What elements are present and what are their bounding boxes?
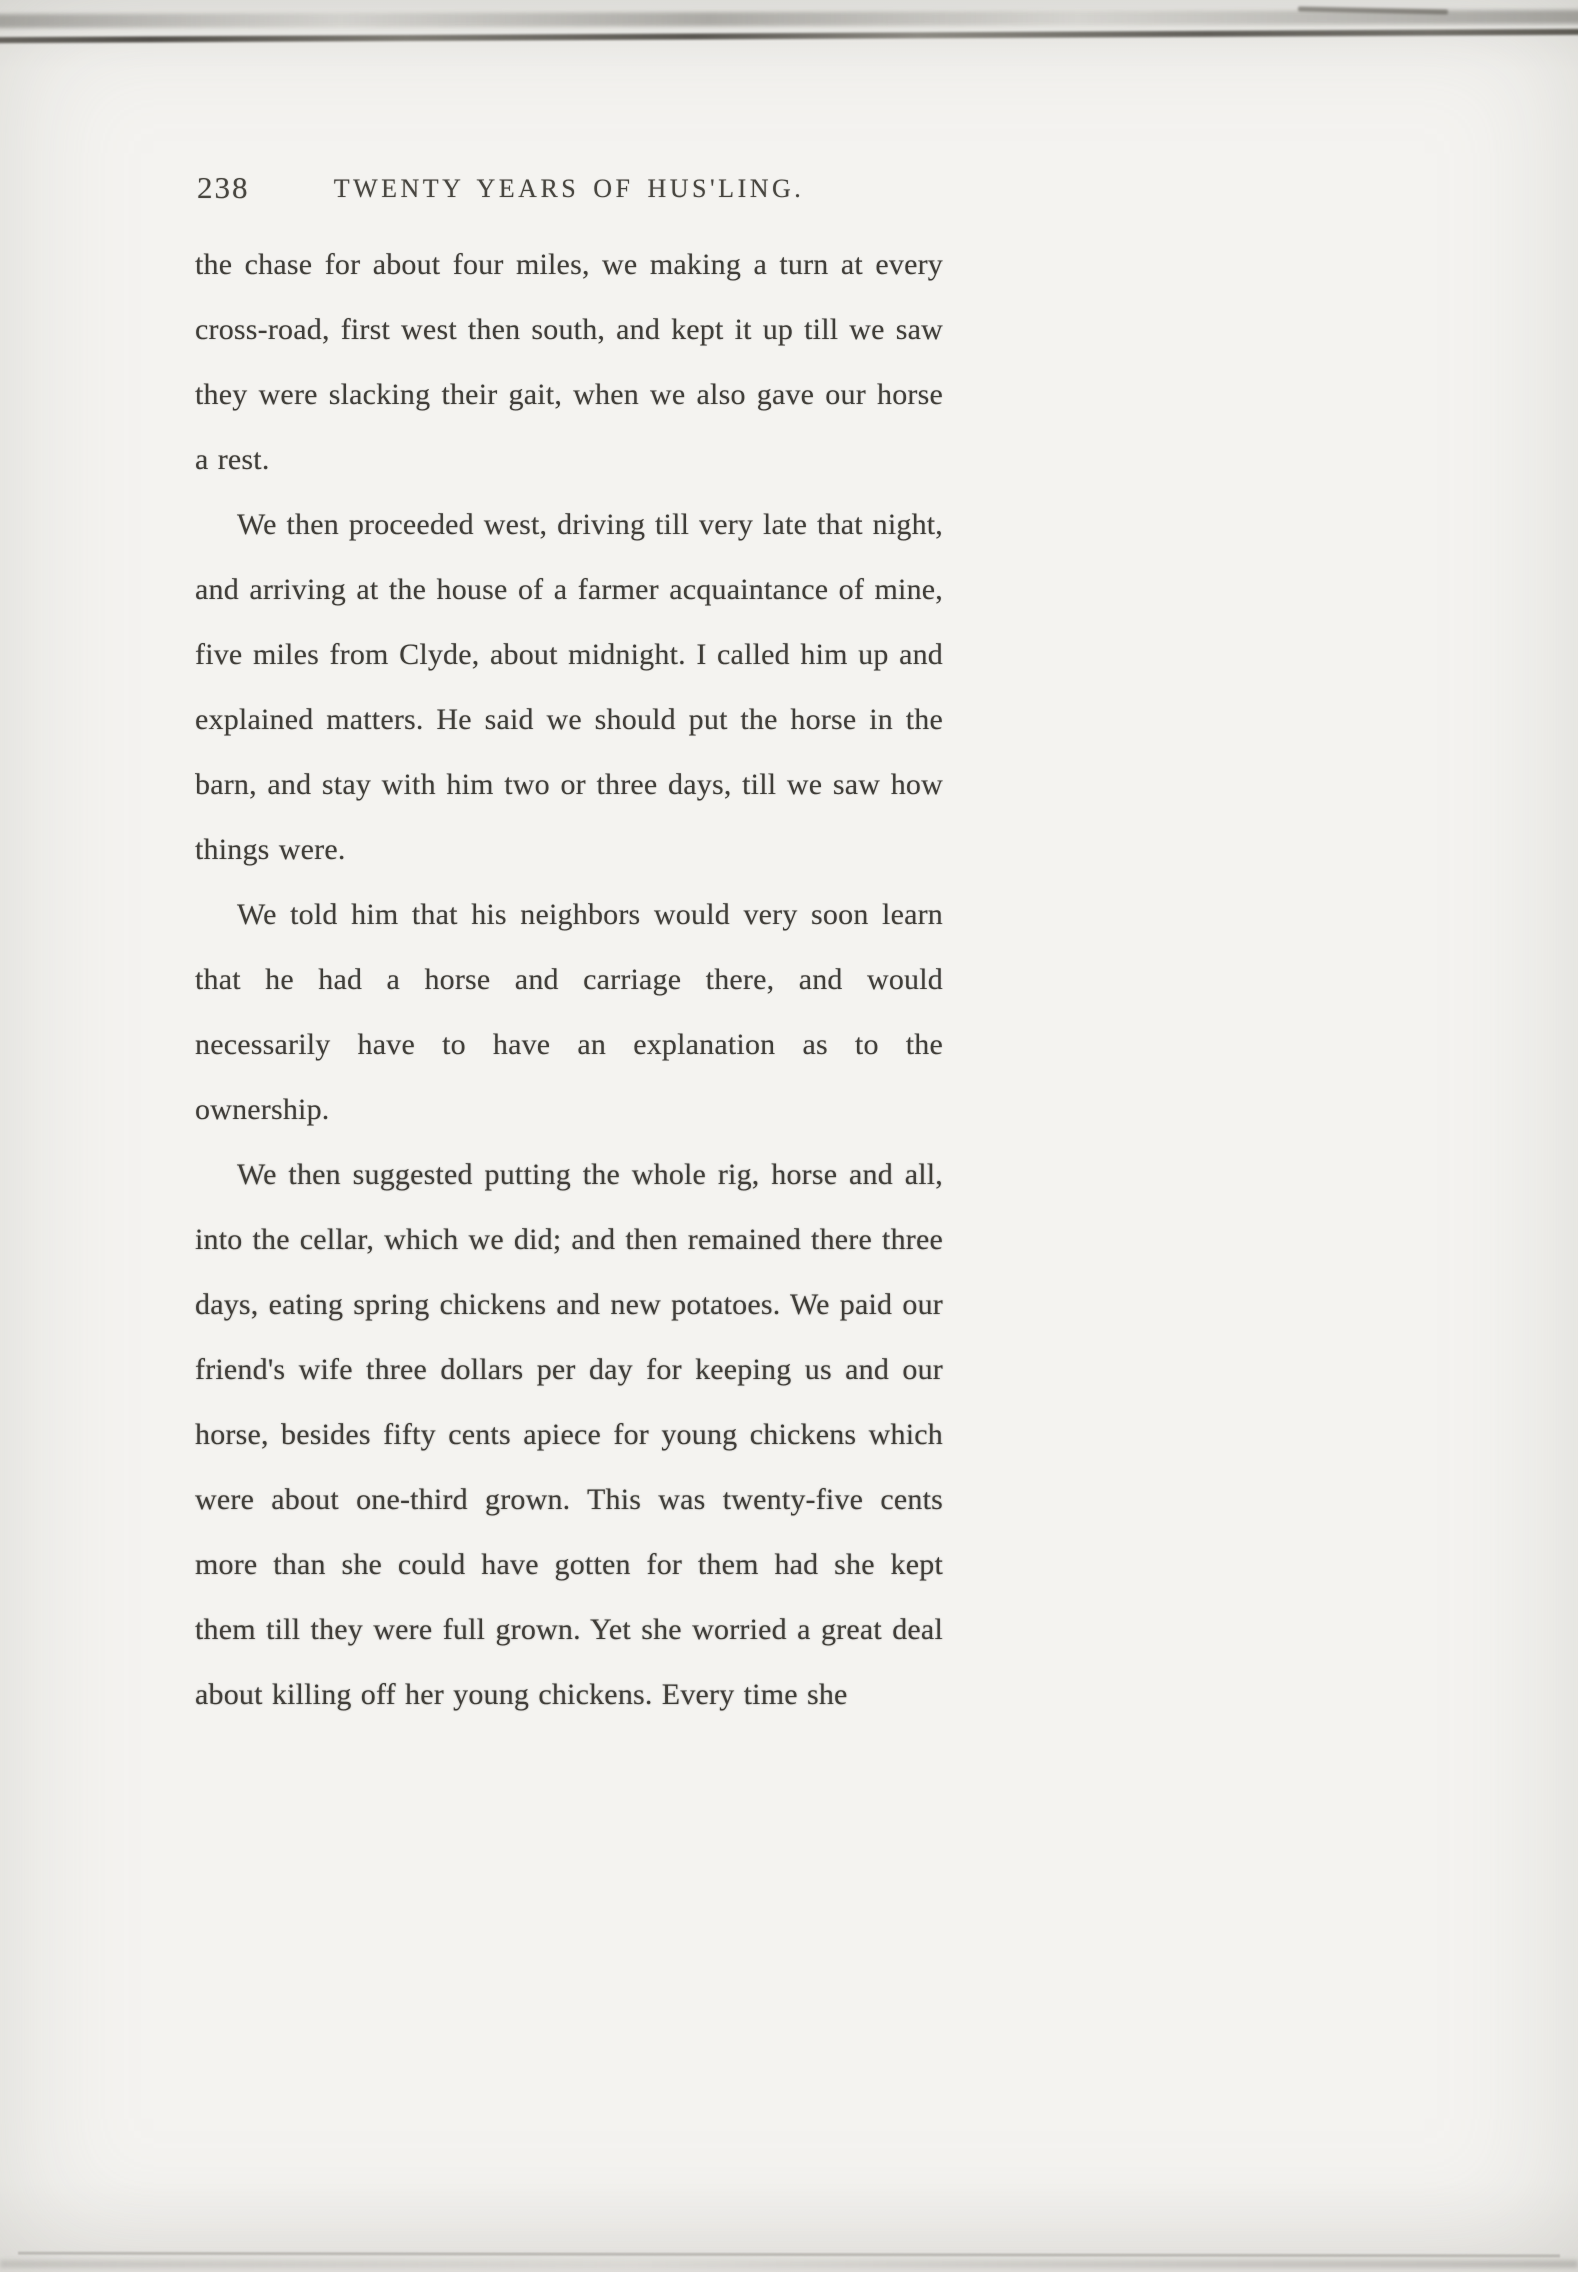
page-content: [195, 168, 943, 1727]
scan-bottom-edge-smudge: [0, 2260, 1578, 2268]
page-number: 238: [197, 170, 250, 205]
paragraph-3: We told him that his neighbors would very soon learn that he had a horse and carriage there, and would necessarily have to have an explanation as to the ownership.: [195, 898, 943, 1126]
paragraph-4: We then suggested putting the whole rig, horse and all, into the cellar, which we did; and then remained there three days, eating spring chickens and new potatoes. We paid our friend's wife three dollars per day for keeping us and our horse, besides fifty cents apiece for young chickens which were about one-third grown. This was twenty-five cents more than she could have gotten for them had she kept them till they were full grown. Yet she worried a great deal about killing off her young chickens. Every time she: [195, 1158, 943, 1711]
running-header: [195, 168, 943, 232]
scan-top-edge-band: [0, 10, 1578, 28]
scan-top-edge-line: [0, 29, 1578, 43]
paragraph-1: the chase for about four miles, we making a turn at every cross-road, first west then south, and kept it up till we saw they were slacking their gait, when we also gave our horse a rest.: [195, 248, 943, 476]
running-title: TWENTY YEARS OF HUS'LING.: [333, 174, 805, 203]
paragraph-2: We then proceeded west, driving till very late that night, and arriving at the house of a farmer acquaintance of mine, five miles from Clyde, about midnight. I called him up and explained matters. He said we should put the horse in the barn, and stay with him two or three days, till we saw how things were.: [195, 508, 943, 866]
scan-top-corner-mark: [1298, 6, 1448, 14]
body-text: [195, 232, 943, 1727]
scan-bottom-edge-line: [18, 2252, 1560, 2258]
